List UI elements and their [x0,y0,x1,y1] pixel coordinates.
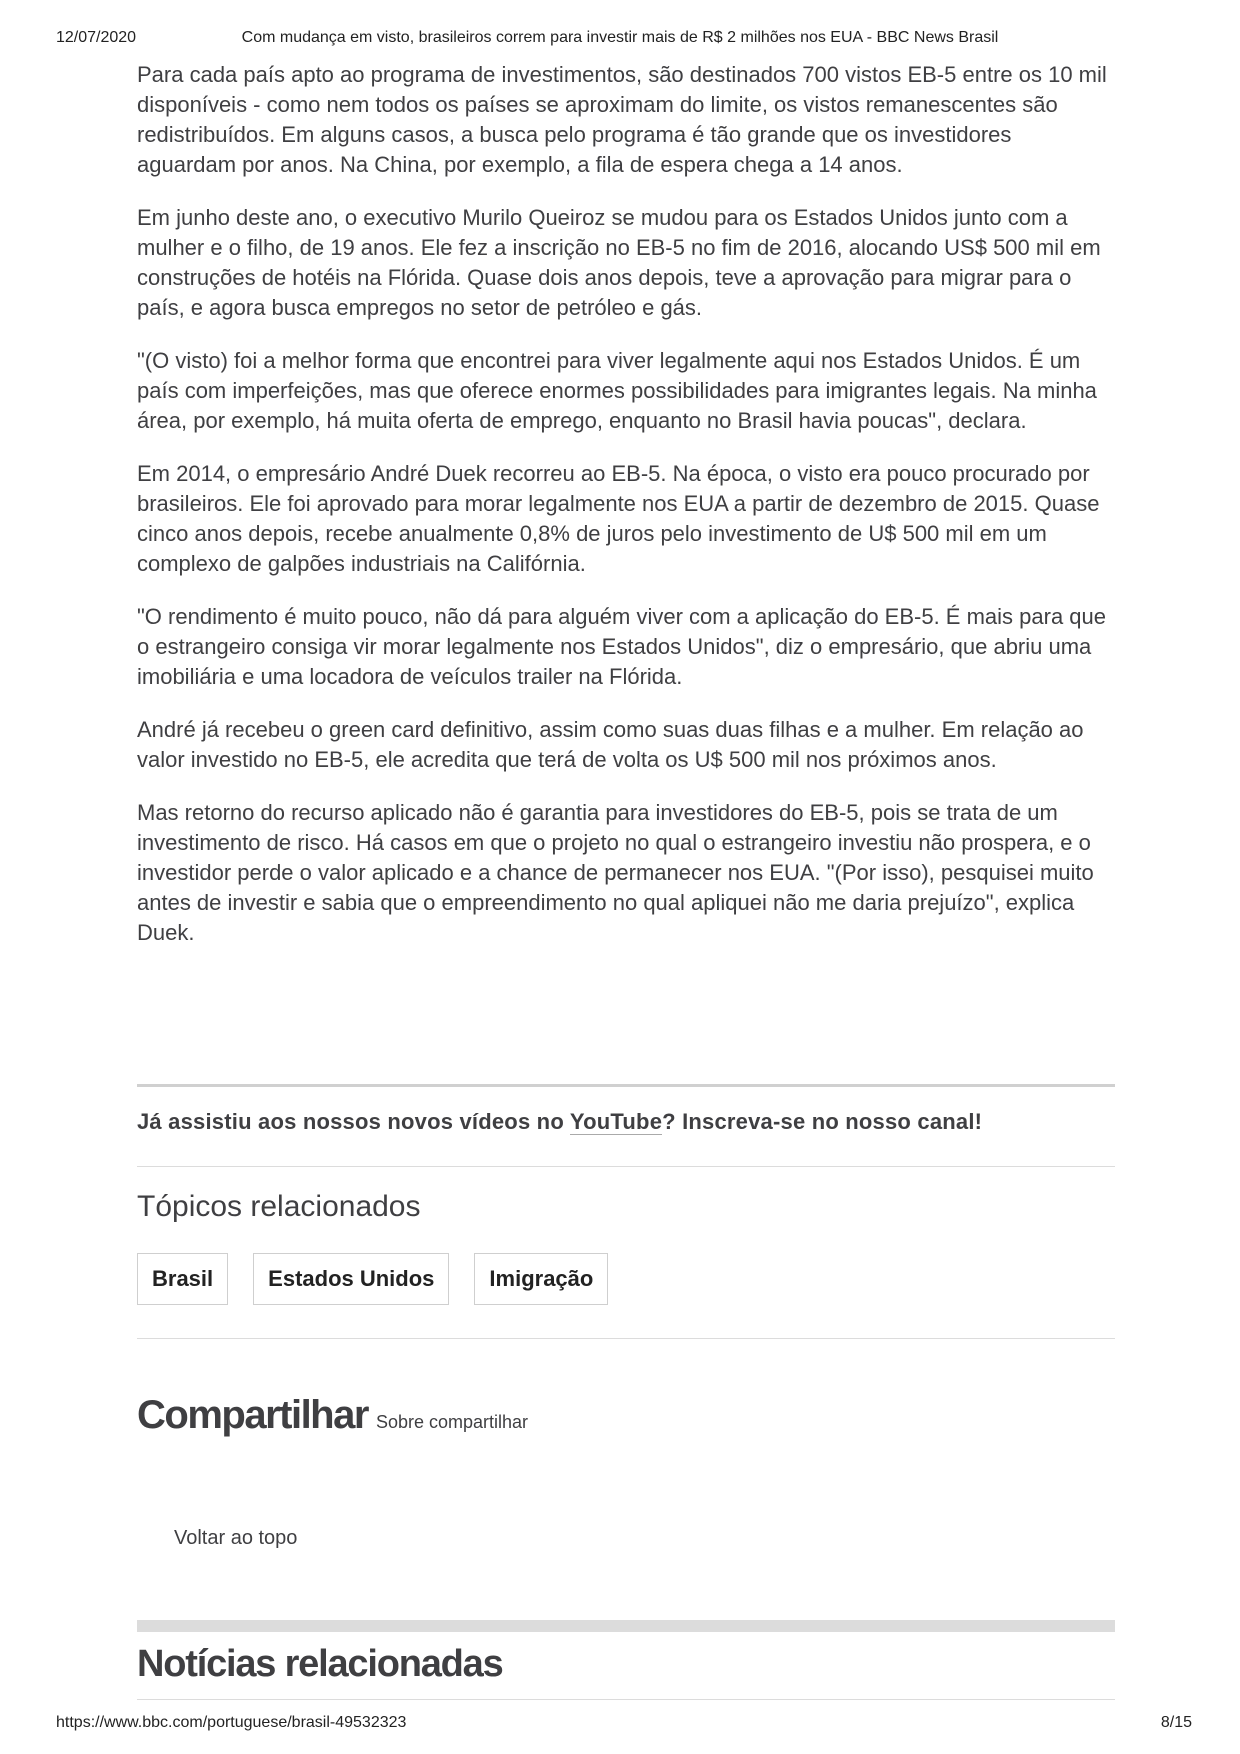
share-section [137,1393,528,1438]
youtube-promo-text-after: ? Inscreva-se no nosso canal! [662,1109,983,1134]
share-heading: Compartilhar [137,1393,368,1437]
divider [137,1166,1115,1167]
youtube-link[interactable]: YouTube [569,1109,663,1134]
related-news-heading: Notícias relacionadas [137,1643,503,1685]
article-body [137,60,1115,971]
topic-tag-imigracao[interactable]: Imigração [474,1253,608,1305]
about-sharing-link[interactable]: Sobre compartilhar [375,1412,529,1432]
divider [137,1699,1115,1700]
topic-tag-brasil[interactable]: Brasil [137,1253,228,1305]
section-band [137,1620,1115,1632]
divider [137,1338,1115,1339]
related-topics-heading: Tópicos relacionados [137,1190,421,1223]
article-paragraph: "(O visto) foi a melhor forma que encontrei para viver legalmente aqui nos Estados Unidos. É um país com imperfeições, mas que oferece enormes possibilidades para imigrantes legais. Na minha área, por exemplo, há muita oferta de emprego, enquanto no Brasil havia poucas", declara. [137,348,1097,433]
print-page-number: 8/15 [1160,1714,1192,1731]
topic-tag-estados-unidos[interactable]: Estados Unidos [253,1253,449,1305]
section-divider [137,1084,1115,1087]
youtube-promo-text-before: Já assistiu aos nossos novos vídeos no [137,1109,570,1134]
article-paragraph: Mas retorno do recurso aplicado não é garantia para investidores do EB-5, pois se trata de um investimento de risco. Há casos em que o projeto no qual o estrangeiro investiu não prospera, e o investidor perde o valor aplicado e a chance de permanecer nos EUA. "(Por isso), pesquisei muito antes de investir e sabia que o empreendimento no qual apliquei não me daria prejuízo", explica Duek. [137,800,1094,945]
article-paragraph: Em 2014, o empresário André Duek recorreu ao EB-5. Na época, o visto era pouco procurado por brasileiros. Ele foi aprovado para morar legalmente nos EUA a partir de dezembro de 2015. Quase cinco anos depois, recebe anualmente 0,8% de juros pelo investimento de U$ 500 mil em um complexo de galpões industriais na Califórnia. [137,461,1100,576]
article-paragraph: Em junho deste ano, o executivo Murilo Queiroz se mudou para os Estados Unidos junto com a mulher e o filho, de 19 anos. Ele fez a inscrição no EB-5 no fim de 2016, alocando US$ 500 mil em construções de hotéis na Flórida. Quase dois anos depois, teve a aprovação para migrar para o país, e agora busca empregos no setor de petróleo e gás. [137,205,1101,320]
back-to-top-link[interactable]: Voltar ao topo [174,1527,298,1549]
article-paragraph: André já recebeu o green card definitivo, assim como suas duas filhas e a mulher. Em relação ao valor investido no EB-5, ele acredita que terá de volta os U$ 500 mil nos próximos anos. [137,717,1084,772]
article-paragraph: "O rendimento é muito pouco, não dá para alguém viver com a aplicação do EB-5. É mais para que o estrangeiro consiga vir morar legalmente nos Estados Unidos", diz o empresário, que abriu uma imobiliária e uma locadora de veículos trailer na Flórida. [137,604,1107,689]
youtube-promo [137,1109,982,1135]
print-page-title: Com mudança em visto, brasileiros correm para investir mais de R$ 2 milhões nos EUA - BBC News Brasil [241,29,999,46]
print-date: 12/07/2020 [56,29,137,46]
article-paragraph: Para cada país apto ao programa de investimentos, são destinados 700 vistos EB-5 entre os 10 mil disponíveis - como nem todos os países se aproximam do limite, os vistos remanescentes são redistribuídos. Em alguns casos, a busca pelo programa é tão grande que os investidores aguardam por anos. Na China, por exemplo, a fila de espera chega a 14 anos. [137,62,1107,177]
print-url: https://www.bbc.com/portuguese/brasil-49532323 [56,1714,407,1731]
related-topics-list [137,1253,608,1305]
